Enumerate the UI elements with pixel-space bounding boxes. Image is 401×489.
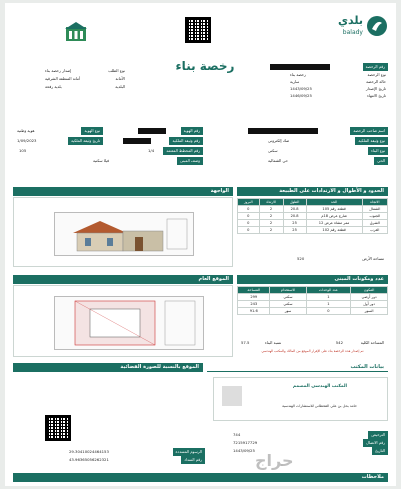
- section-boundaries: الحدود و الأطوال و الارتدادات على الطبيعة: [237, 187, 388, 196]
- fee-fields: [65, 448, 205, 464]
- totals-row: [237, 339, 388, 347]
- field-value: 1446/09/25: [290, 93, 312, 98]
- table-cell: 20.8: [283, 206, 306, 213]
- owner-info: [13, 127, 388, 179]
- table-cell: 2: [259, 227, 283, 234]
- table-cell: الجنوب: [362, 213, 387, 220]
- ratio-label: نسبة البناء: [265, 340, 282, 345]
- field-label: تاريخ الانتهاء: [367, 93, 386, 98]
- column-header: الحد: [306, 199, 362, 206]
- field-label: الرسوم المسددة: [173, 448, 205, 456]
- table-row: [238, 220, 388, 227]
- facade-panel: [13, 197, 233, 267]
- plan-label: رقم المخطط المعتمد: [163, 147, 203, 155]
- id-type-label: نوع الهوية: [81, 127, 103, 135]
- table-row: [238, 206, 388, 213]
- ministry-logo-icon: [63, 21, 89, 47]
- building-desc-label: وصف المبنى: [177, 157, 203, 165]
- field-value: أمانة المنطقة الشرقية: [45, 76, 81, 81]
- table-cell: 91.6: [238, 308, 270, 315]
- table-cell: 243: [238, 301, 270, 308]
- district-label: الحي: [374, 157, 388, 165]
- field-value: 1443/09/25: [290, 86, 312, 91]
- table-cell: سور: [270, 308, 306, 315]
- table-cell: السور: [351, 308, 388, 315]
- facade-drawing: [54, 212, 194, 256]
- id-type-value: هوية وطنية: [17, 128, 35, 133]
- site-plan-drawing: [54, 296, 204, 350]
- brand-arabic: بلدي: [337, 14, 363, 27]
- field-label: الترخيص: [368, 431, 388, 439]
- section-site: الموقع العام: [13, 275, 233, 284]
- column-header: المكون: [351, 287, 388, 294]
- area-value: 520: [297, 256, 305, 261]
- field-label: الأمانة: [115, 76, 125, 81]
- table-row: [238, 301, 388, 308]
- field-label: رقم السداد: [181, 456, 205, 464]
- column-header: المساحة: [238, 287, 270, 294]
- deed-number-label: رقم وثيقة الملكية: [169, 137, 203, 145]
- field-label: البلدية: [115, 84, 125, 89]
- table-cell: 299: [238, 294, 270, 301]
- components-table: [237, 286, 388, 315]
- table-cell: 1: [306, 294, 351, 301]
- id-label: رقم الهوية: [181, 127, 203, 135]
- qr-code-location: [45, 415, 71, 441]
- field-label: التاريخ: [372, 447, 388, 455]
- district-value: حي الشمالية: [268, 158, 289, 163]
- office-name: المكتب الهندسي المصمم: [292, 384, 347, 389]
- table-cell: الشمال: [362, 206, 387, 213]
- field-value: رخصة بناء: [290, 72, 306, 77]
- field-label: حالة الرخصة: [366, 79, 386, 84]
- table-cell: 25: [283, 227, 306, 234]
- column-header: عدد الوحدات: [306, 287, 351, 294]
- redacted-office-id: [222, 386, 242, 406]
- table-cell: 25: [283, 220, 306, 227]
- column-header: الطول: [283, 199, 306, 206]
- office-panel: [213, 377, 388, 421]
- table-row: [238, 294, 388, 301]
- ratio-value: 57.5: [241, 340, 250, 345]
- field-label: رقم الرخصة: [363, 63, 388, 71]
- redacted-id: [138, 128, 166, 134]
- area-label: مساحة الأرض: [362, 256, 384, 261]
- field-value: 7215917729: [233, 440, 258, 445]
- table-cell: سكني: [270, 301, 306, 308]
- total-value: 542: [335, 340, 343, 345]
- field-value: 744: [233, 432, 241, 437]
- section-signatures: ملاحظات: [13, 473, 388, 482]
- deed-type-value: صك إلكتروني: [268, 138, 290, 143]
- table-cell: 0: [238, 227, 260, 234]
- header-left-fields: [15, 67, 125, 91]
- table-cell: الشرق: [362, 220, 387, 227]
- table-cell: 0: [238, 213, 260, 220]
- field-label: نوع الطلب: [108, 68, 125, 73]
- table-cell: شارع عرض 18م: [306, 213, 362, 220]
- table-cell: 0: [238, 206, 260, 213]
- components-note: تم إصدار هذه الرخصة بناء على الإقرار الموقع من المالك والمكتب الهندسي: [261, 349, 364, 353]
- table-cell: 2: [259, 213, 283, 220]
- field-label: رقم الاتصال: [363, 439, 388, 447]
- field-value: سارية: [290, 79, 300, 84]
- column-header: الاتجاه: [362, 199, 387, 206]
- table-cell: الغرب: [362, 227, 387, 234]
- redacted-deed-number: [123, 138, 151, 144]
- table-row: [238, 227, 388, 234]
- office-header: [207, 363, 388, 372]
- building-desc-value: فيلا سكنية: [93, 158, 110, 163]
- brand-english: balady: [342, 29, 363, 36]
- field-label: نوع الرخصة: [367, 72, 386, 77]
- deed-date-value: 1/09/2023: [17, 138, 37, 143]
- section-facade: الواجهة: [13, 187, 233, 196]
- area-row: [237, 255, 388, 263]
- usage-label: نوع البناء: [368, 147, 388, 155]
- plan-value: 1/4: [148, 148, 155, 153]
- deed-date-label: تاريخ وثيقة الملكية: [68, 137, 103, 145]
- usage-value: سكني: [268, 148, 278, 153]
- header-right-fields: [270, 63, 388, 99]
- field-value: إصدار رخصة بناء: [45, 68, 72, 73]
- field-value: 43.96365056262321: [69, 457, 109, 462]
- table-row: [238, 213, 388, 220]
- redacted-license-number: [270, 64, 330, 70]
- table-cell: 2: [259, 206, 283, 213]
- office-supervisor: حامد بحل بن علي القحطاني للاستشارات الهندسية: [282, 404, 357, 408]
- table-cell: 2: [259, 220, 283, 227]
- page-title: رخصة بناء: [175, 59, 235, 73]
- table-cell: 0: [306, 308, 351, 315]
- ministry-logo: [63, 21, 89, 47]
- balady-logo-icon: [366, 15, 388, 37]
- table-cell: دور أرضي: [351, 294, 388, 301]
- redacted-owner-name: [248, 128, 318, 134]
- license-document: [5, 3, 396, 486]
- table-cell: قطعة رقم 102: [306, 227, 362, 234]
- field-value: بلدية رفحة: [45, 84, 62, 89]
- table-cell: 0: [238, 220, 260, 227]
- table-row: [238, 308, 388, 315]
- owner-label: اسم صاحب الرخصة: [350, 127, 388, 135]
- plot-value: 105: [19, 148, 27, 153]
- table-cell: قطعة رقم 105: [306, 206, 362, 213]
- field-value: 29.30410024464153: [69, 449, 109, 454]
- office-fields: [213, 431, 388, 455]
- field-label: تاريخ الإصدار: [365, 86, 386, 91]
- balady-logo: [326, 13, 388, 43]
- watermark: حراج: [255, 451, 294, 470]
- boundaries-table: [237, 198, 388, 234]
- table-cell: 20.8: [283, 213, 306, 220]
- column-header: الارتداد: [259, 199, 283, 206]
- site-panel: [13, 285, 233, 357]
- table-cell: دور أول: [351, 301, 388, 308]
- deed-type-label: نوع وثيقة الملكية: [355, 137, 388, 145]
- column-header: الاستخدام: [270, 287, 306, 294]
- table-cell: سكني: [270, 294, 306, 301]
- qr-code-top: [185, 17, 211, 43]
- column-header: البروز: [238, 199, 260, 206]
- field-value: 1443/09/25: [233, 448, 255, 453]
- table-cell: 1: [306, 301, 351, 308]
- table-cell: ممر مشاة عرض 12: [306, 220, 362, 227]
- office-title: بيانات المكتب: [350, 364, 384, 370]
- section-components: عدد ومكونات المبنى: [237, 275, 388, 284]
- section-location: الموقع بالنسبة للصورة الفضائية: [13, 363, 203, 372]
- total-label: المساحة الكلية: [360, 340, 384, 345]
